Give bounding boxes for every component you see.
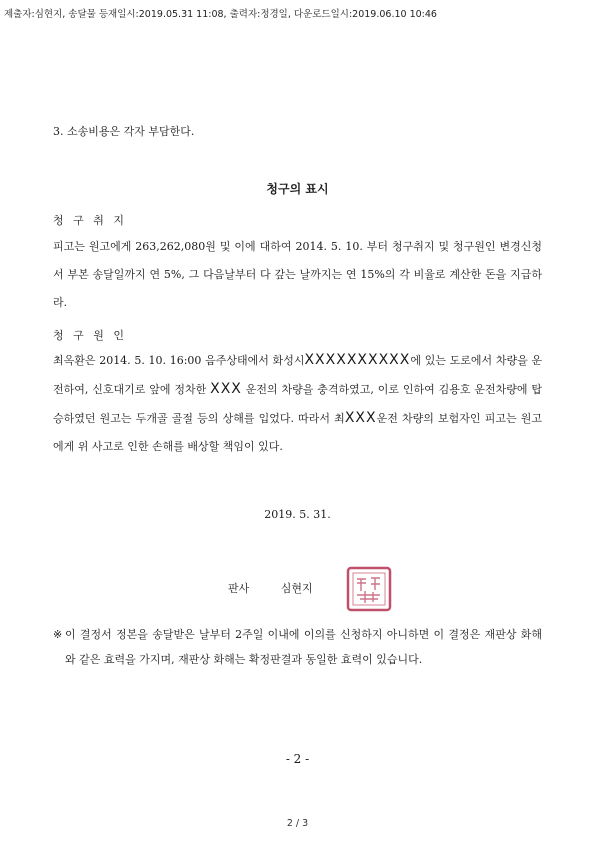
litigation-cost-item: 3. 소송비용은 각자 부담한다. (53, 125, 195, 138)
claim-cause-text (53, 346, 542, 461)
decision-date: 2019. 5. 31. (264, 508, 331, 521)
page-number: - 2 - (285, 752, 310, 766)
document-header-metadata: 제출자:심현지, 송달물 등재일시:2019.05.31 11:08, 출력자:정경일, 다운로드일시:2019.06.10 10:46 (4, 9, 437, 20)
claim-cause-part1: 최옥환은 2014. 5. 10. 16:00 음주상태에서 화성시 (53, 354, 305, 367)
notice-text: 이 결정서 정본을 송달받은 날부터 2주일 이내에 이의를 신청하지 아니하면 이 결정은 재판상 화해와 같은 효력을 가지며, 재판상 화해는 확정판결과 동일한 효력이 있습니다. (65, 628, 542, 666)
masked-name: XXX (344, 410, 377, 426)
claim-cause-part2: 에 있는 도로에서 차량을 운전하여, 신호대기로 앞에 정차한 (53, 354, 543, 396)
claim-title: 청구의 표시 (266, 182, 329, 196)
reference-mark: ※ (53, 628, 63, 641)
judge-name: 심현지 (280, 582, 313, 595)
claim-cause-label: 청 구 원 인 (53, 329, 127, 342)
claim-cause-part4: 운전 차량의 보험자인 피고는 원고에게 위 사고로 인한 손해를 배상할 책임이 있다. (53, 412, 542, 453)
claim-purpose-text: 피고는 원고에게 263,262,080원 및 이에 대하여 2014. 5. 10. 부터 청구취지 및 청구원인 변경신청서 부본 송달일까지 연 5%, 그 다음날부터 다 갚는 날까지는 연 15%의 각 비율로 계산한 돈을 지급하라. (53, 240, 542, 309)
judge-title: 판사 (228, 582, 250, 595)
masked-address: XXXXXXXXXX (304, 352, 411, 368)
viewer-page-indicator: 2 / 3 (286, 818, 309, 829)
court-seal-icon (345, 565, 393, 617)
judge-signature-line (228, 580, 341, 596)
claim-cause-part3: 운전의 차량을 충격하였고, 이로 인하여 김용호 운전차량에 탑승하였던 원고는 두개골 골절 등의 상해를 입었다. 따라서 최 (53, 383, 542, 425)
masked-name: XXX (210, 381, 242, 397)
claim-purpose-label: 청 구 취 지 (53, 214, 127, 227)
notice-paragraph (53, 622, 542, 672)
